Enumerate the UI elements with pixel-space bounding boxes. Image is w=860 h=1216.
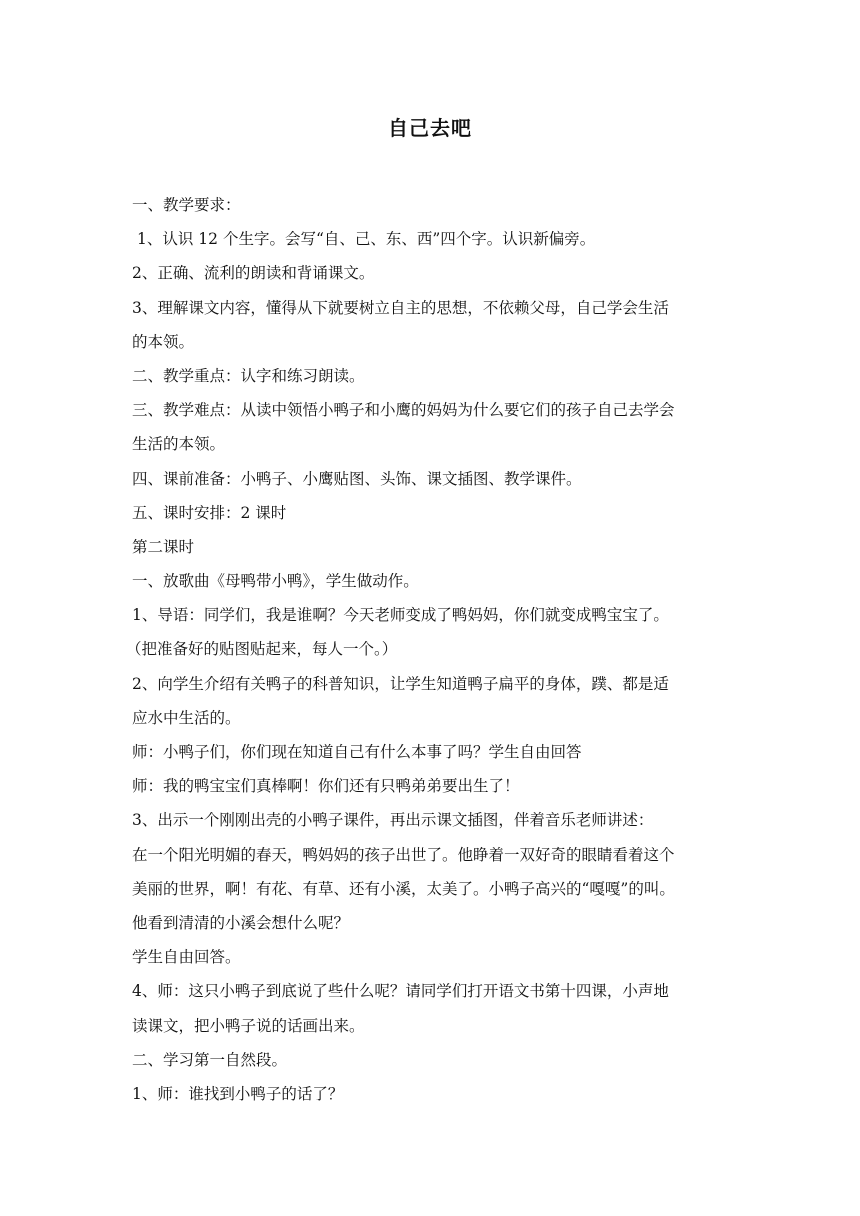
- section-heading-preparation: 四、课前准备：小鸭子、小鹰贴图、头饰、课文插图、教学课件。: [132, 469, 582, 488]
- list-item-continued: 应水中生活的。: [132, 708, 241, 727]
- section-heading-continued: 生活的本领。: [132, 435, 226, 454]
- dialogue-line: 师：我的鸭宝宝们真棒啊！你们还有只鸭弟弟要出生了！: [132, 777, 520, 796]
- narration-line: 美丽的世界，啊！有花、有草、还有小溪，太美了。小鸭子高兴的“嘎嘎”的叫。: [132, 879, 675, 898]
- document-body: [126, 188, 732, 1111]
- list-item: 1、师：谁找到小鸭子的话了？: [132, 1084, 344, 1103]
- list-item-continued: （把准备好的贴图贴起来，每人一个。）: [126, 640, 398, 659]
- section-heading-first-paragraph: 二、学习第一自然段。: [132, 1050, 288, 1069]
- list-item: 1、认识 12 个生字。会写“自、己、东、西”四个字。认识新偏旁。: [137, 230, 596, 249]
- list-item: 1、导语：同学们，我是谁啊？今天老师变成了鸭妈妈，你们就变成鸭宝宝了。: [132, 606, 669, 625]
- section-heading-difficulties: 三、教学难点：从读中领悟小鸭子和小鹰的妈妈为什么要它们的孩子自己去学会: [132, 401, 675, 420]
- narration-line: 他看到清清的小溪会想什么呢？: [132, 913, 350, 932]
- list-item: 2、向学生介绍有关鸭子的科普知识，让学生知道鸭子扁平的身体，蹼、都是适: [132, 674, 669, 693]
- narration-line: 在一个阳光明媚的春天，鸭妈妈的孩子出世了。他睁着一双好奇的眼睛看着这个: [132, 845, 675, 864]
- list-item-continued: 读课文，把小鸭子说的话画出来。: [132, 1016, 365, 1035]
- section-heading-schedule: 五、课时安排：2 课时: [132, 503, 287, 522]
- list-item: 3、出示一个刚刚出壳的小鸭子课件，再出示课文插图，伴着音乐老师讲述：: [132, 811, 654, 830]
- list-item: 2、正确、流利的朗读和背诵课文。: [132, 264, 375, 283]
- list-item-continued: 的本领。: [132, 332, 195, 351]
- lesson-heading: 第二课时: [132, 537, 195, 556]
- paragraph-line: 学生自由回答。: [132, 948, 241, 967]
- document-title: 自己去吧: [388, 116, 472, 140]
- section-heading-song: 一、放歌曲《母鸭带小鸭》，学生做动作。: [132, 572, 419, 591]
- list-item: 3、理解课文内容，懂得从下就要树立自主的思想，不依赖父母，自己学会生活: [132, 298, 669, 317]
- section-heading-key-points: 二、教学重点：认字和练习朗读。: [132, 366, 365, 385]
- list-item: 4、师：这只小鸭子到底说了些什么呢？请同学们打开语文书第十四课，小声地: [132, 982, 669, 1001]
- dialogue-line: 师：小鸭子们，你们现在知道自己有什么本事了吗？学生自由回答: [132, 743, 582, 761]
- section-heading-requirements: 一、教学要求：: [132, 196, 241, 214]
